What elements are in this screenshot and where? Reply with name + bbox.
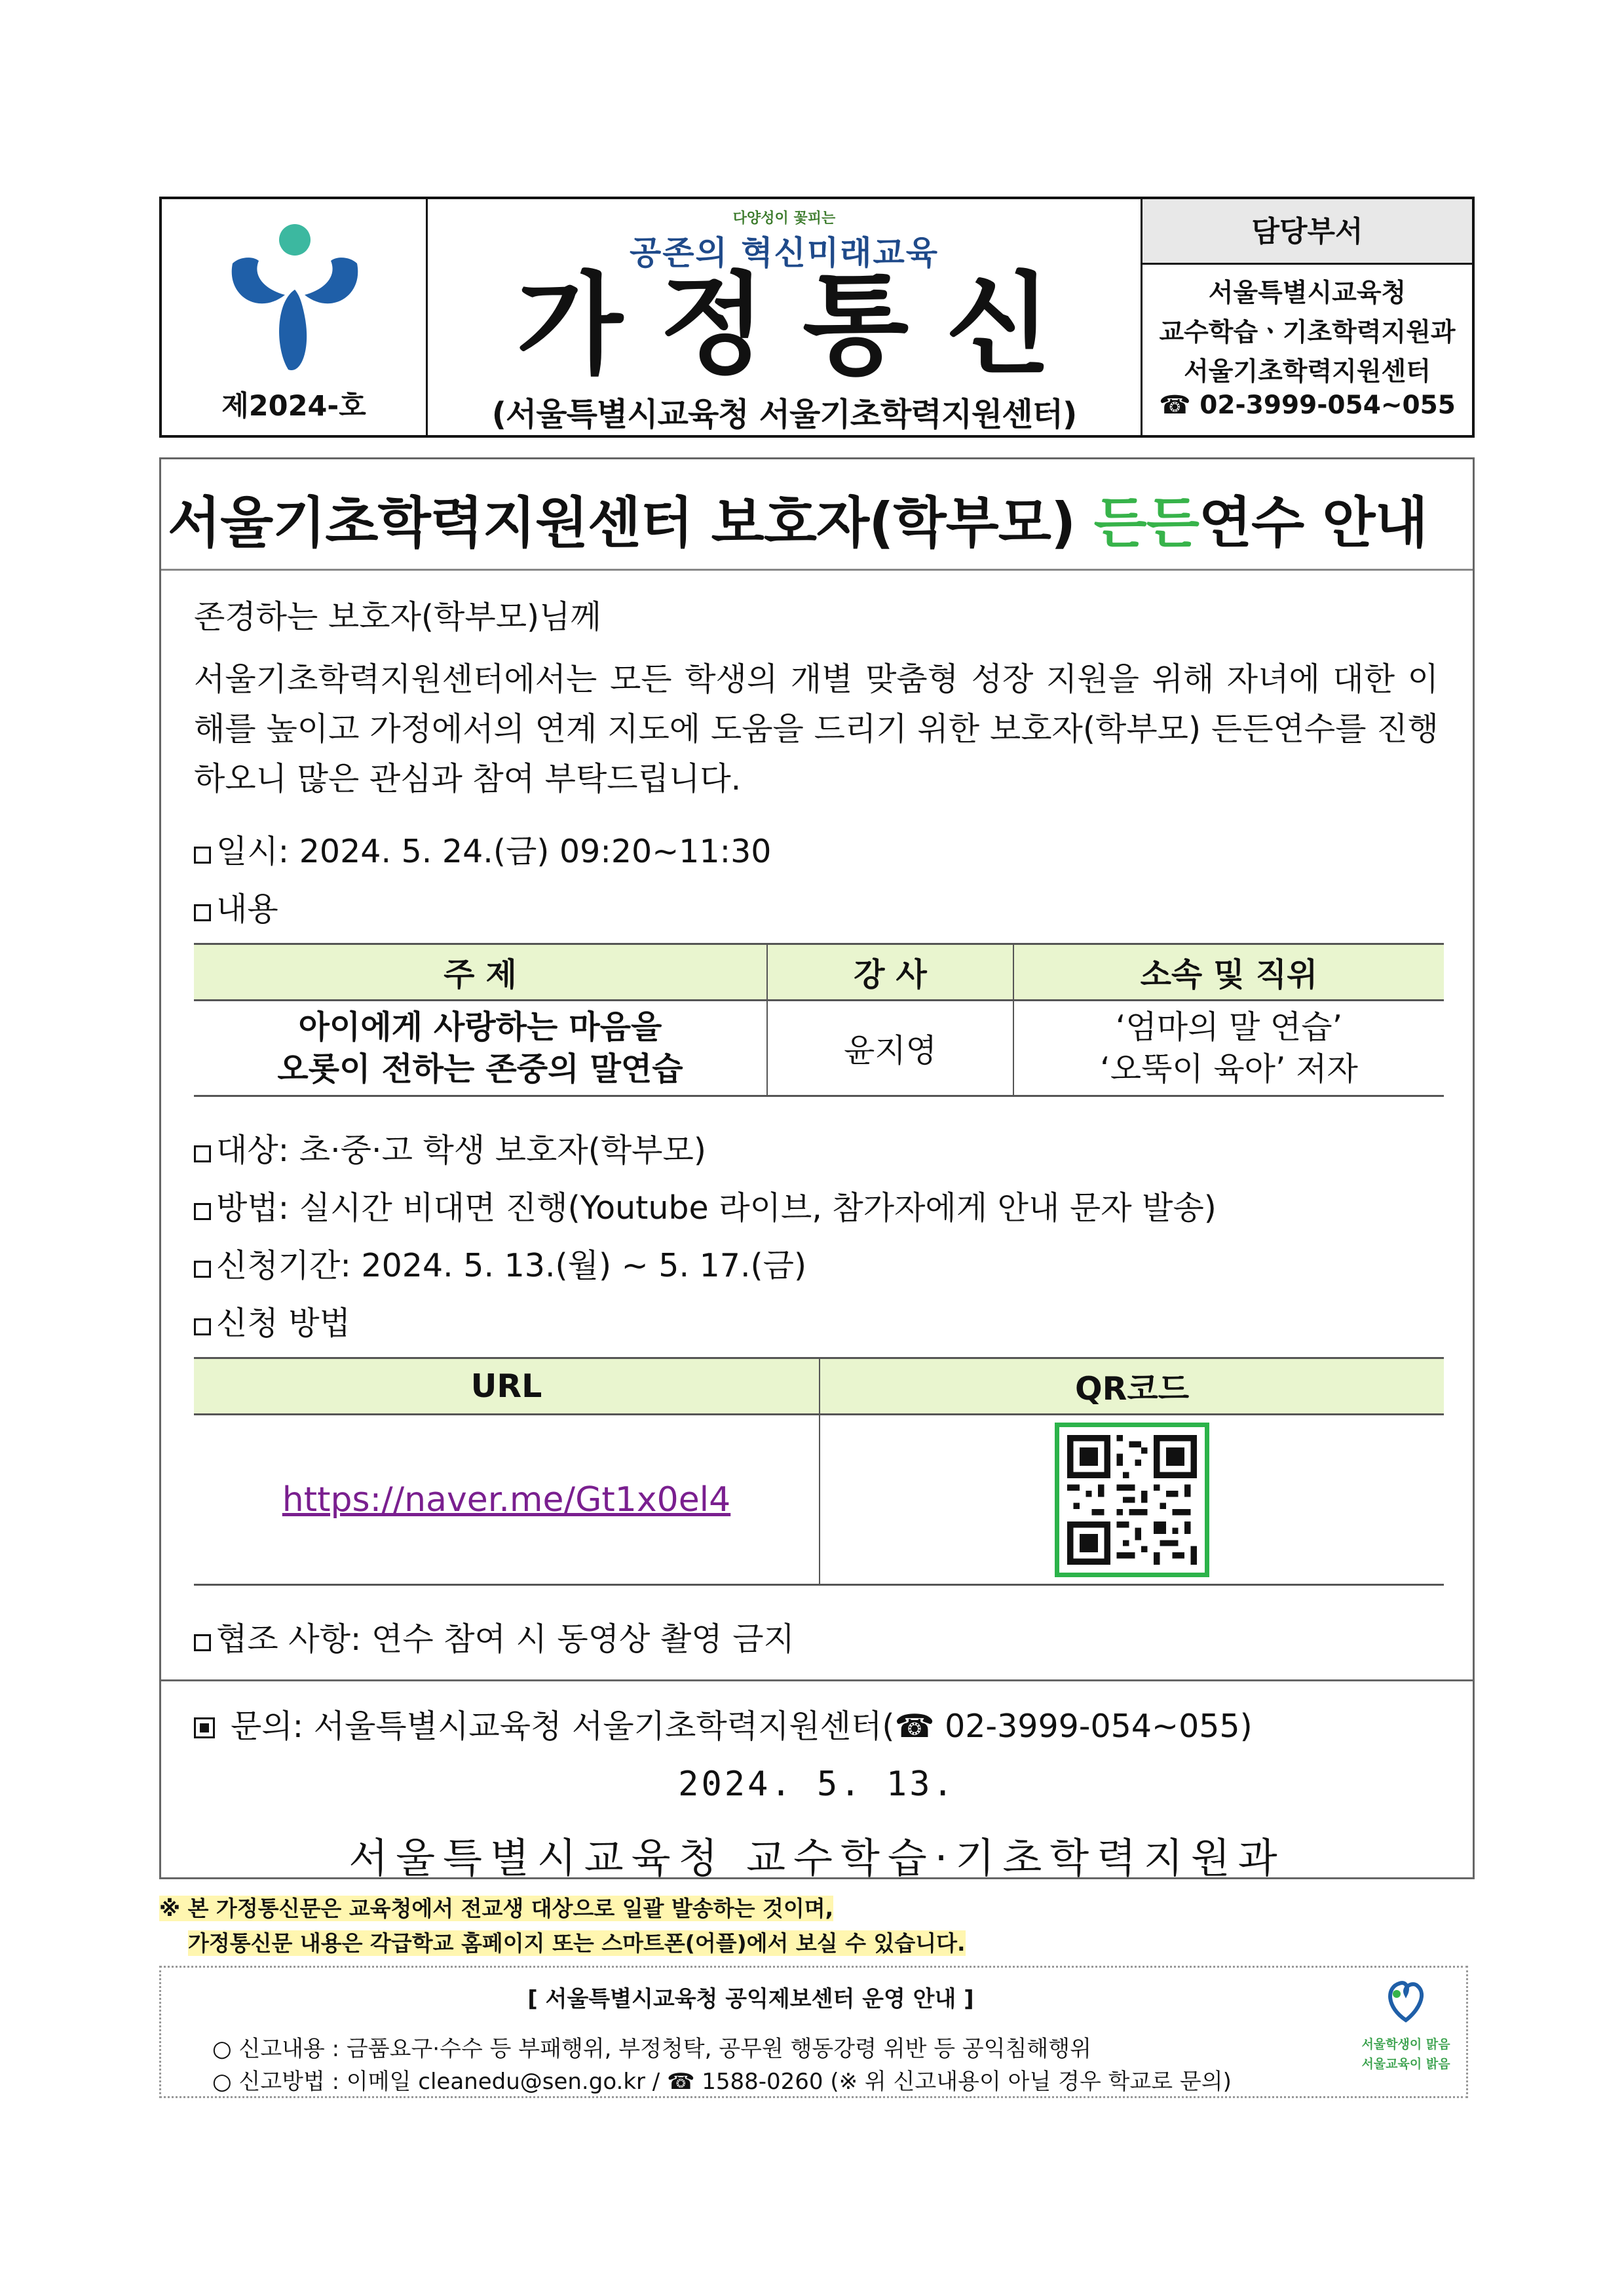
logo-text-1: 서울학생이 맑음: [1361, 2037, 1450, 2052]
apply-table: [194, 1357, 1444, 1586]
inquiry-line: 문의: 서울특별시교육청 서울기초학력지원센터(☎ 02-3999-054~055): [194, 1701, 1253, 1747]
checkbox-bullet-icon: [194, 904, 211, 921]
content-affiliation: ‘엄마의 말 연습’ ‘오뚝이 육아’ 저자: [1013, 1001, 1444, 1096]
notice-title-prefix: 서울기초학력지원센터 보호자(학부모): [168, 491, 1076, 555]
content-table: [194, 943, 1444, 1097]
method-item: 방법: 실시간 비대면 진행(Youtube 라이브, 참가자에게 안내 문자 발송): [194, 1183, 1217, 1229]
coop-item: 협조 사항: 연수 참여 시 동영상 촬영 금지: [194, 1614, 795, 1660]
main-title: 가정통신: [516, 261, 1089, 389]
newsletter-header: [159, 197, 1475, 438]
notice-body: [159, 457, 1475, 1882]
dundeun-logo: 든든: [1093, 491, 1199, 555]
footnote-line-2: 가정통신문 내용은 각급학교 홈페이지 또는 스마트폰(어플)에서 보실 수 있습니다.: [188, 1930, 966, 1956]
signature: 서울특별시교육청 교수학습·기초학력지원과: [349, 1834, 1285, 1882]
report-center-box: [159, 1966, 1468, 2098]
checkbox-bullet-icon: [194, 1203, 211, 1220]
logo-text-2: 서울교육이 밝음: [1361, 2057, 1450, 2071]
content-item: 내용: [194, 884, 278, 930]
report-line-2: ○ 신고방법 : 이메일 cleanedu@sen.go.kr / ☎ 1588-0260 (※ 위 신고내용이 아닐 경우 학교로 문의): [212, 2069, 1232, 2095]
sub-title: (서울특별시교육청 서울기초학력지원센터): [491, 396, 1077, 433]
target-item: 대상: 초·중·고 학생 보호자(학부모): [194, 1125, 706, 1171]
dept-line-3: 서울기초학력지원센터: [1184, 357, 1431, 387]
slogan-small: 다양성이 꽃피는: [732, 210, 836, 227]
greeting: 존경하는 보호자(학부모)님께: [194, 598, 601, 636]
intro-paragraph: 서울기초학력지원센터에서는 모든 학생의 개별 맞춤형 성장 지원을 위해 자녀에 대한 이해를 높이고 가정에서의 연계 지도에 도움을 드리기 위한 보호자(학부모) 든든연수를 진행하오니 많은 관심과 참여 부탁드립니다.: [194, 660, 1439, 797]
footnote-line-1: ※ 본 가정통신문은 교육청에서 전교생 대상으로 일괄 발송하는 것이며,: [159, 1896, 834, 1921]
date-item: 일시: 2024. 5. 24.(금) 09:20~11:30: [194, 826, 771, 872]
dept-line-2: 교수학습ㆍ기초학력지원과: [1159, 318, 1456, 347]
apply-header-qr: QR코드: [820, 1358, 1444, 1415]
apply-header-url: URL: [194, 1358, 820, 1415]
dept-label: 담당부서: [1142, 199, 1472, 265]
dept-phone: ☎ 02-3999-054~055: [1159, 391, 1456, 420]
inquiry-divider: [161, 1679, 1473, 1681]
notice-title-row: [161, 459, 1473, 571]
report-line-1: ○ 신고내용 : 금품요구·수수 등 부패행위, 부정청탁, 공무원 행동강령 위반 등 공익침해행위: [212, 2036, 1091, 2062]
checkbox-bullet-icon: [194, 1145, 211, 1162]
content-topic: 아이에게 사랑하는 마음을 오롯이 전하는 존중의 말연습: [194, 1001, 767, 1096]
apply-qr-cell: [820, 1415, 1444, 1585]
qr-code-icon[interactable]: [1055, 1423, 1209, 1577]
dept-line-1: 서울특별시교육청: [1208, 278, 1407, 308]
apply-url-cell: [194, 1415, 820, 1585]
apply-item: 신청 방법: [194, 1298, 350, 1344]
content-lecturer: 윤지영: [767, 1001, 1013, 1096]
issue-date: 2024. 5. 13.: [678, 1765, 956, 1804]
header-dept-cell: [1142, 199, 1472, 435]
checkbox-bullet-icon: [194, 1318, 211, 1335]
checkbox-bullet-icon: [194, 1634, 211, 1651]
apply-url-link[interactable]: https://naver.me/Gt1x0el4: [282, 1480, 731, 1520]
checkbox-bullet-icon: [194, 847, 211, 864]
period-item: 신청기간: 2024. 5. 13.(월) ~ 5. 17.(금): [194, 1240, 806, 1286]
clean-education-logo-icon: [1353, 1974, 1458, 2092]
seoul-education-logo-icon: [213, 218, 377, 381]
notice-title: [168, 479, 1427, 558]
slogan-main: 공존의 혁신미래교육: [629, 234, 939, 272]
header-logo-cell: [162, 199, 428, 435]
square-bullet-icon: [194, 1717, 215, 1738]
report-title: [ 서울특별시교육청 공익제보센터 운영 안내 ]: [527, 1986, 974, 2012]
content-header-lecturer: 강 사: [767, 944, 1013, 1001]
header-title-cell: [428, 199, 1142, 435]
content-header-affiliation: 소속 및 직위: [1013, 944, 1444, 1001]
issue-number: 제2024-호: [221, 390, 366, 423]
notice-title-suffix: 연수 안내: [1198, 491, 1427, 555]
checkbox-bullet-icon: [194, 1261, 211, 1278]
content-header-topic: 주 제: [194, 944, 767, 1001]
